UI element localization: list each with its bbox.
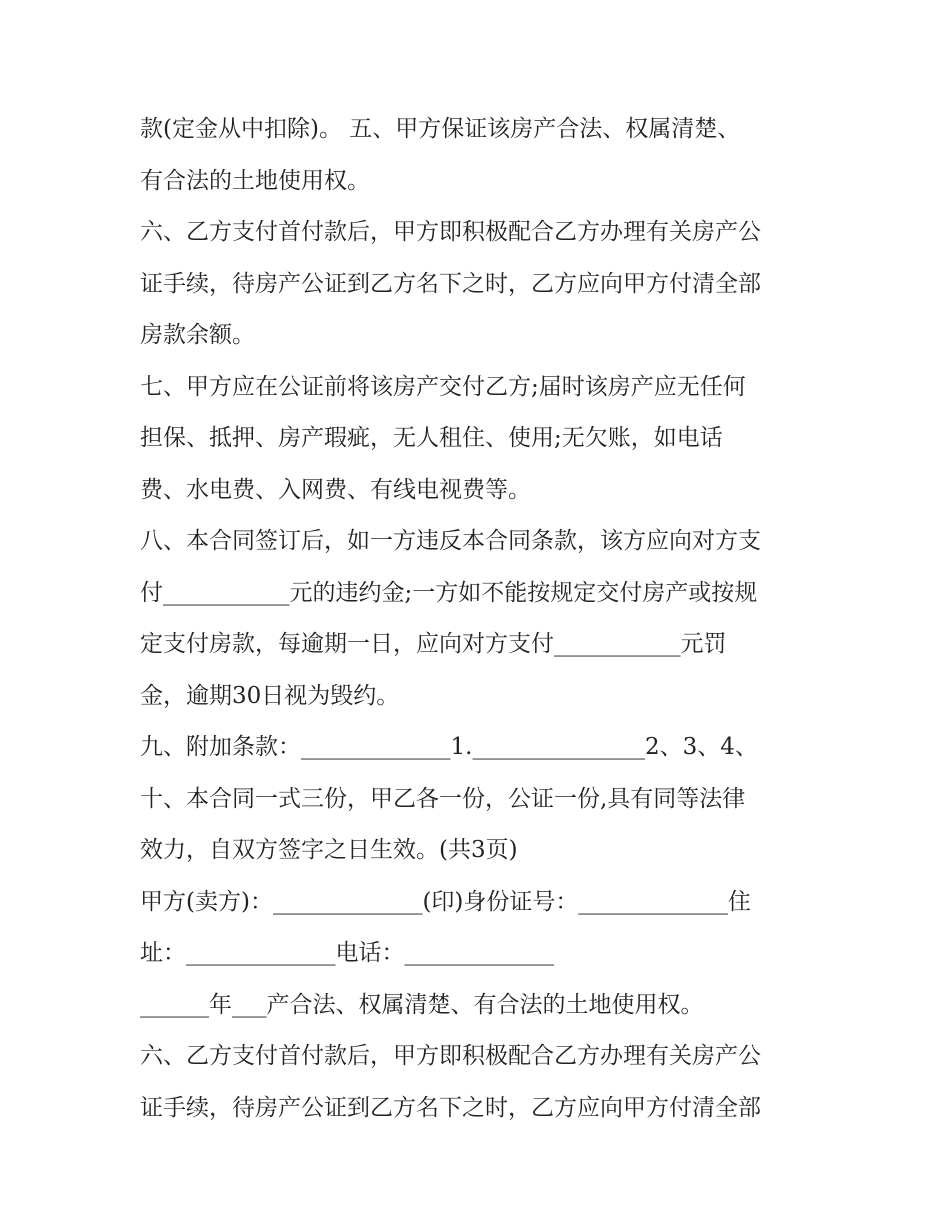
text-line: 付___________元的违约金;一方如不能按规定交付房产或按规 — [140, 579, 758, 606]
text-line: 款(定金从中扣除)。 五、甲方保证该房产合法、权属清楚、 — [140, 116, 741, 142]
text-line: 房款余额。 — [140, 322, 255, 348]
text-line: ______年___产合法、权属清楚、有合法的土地使用权。 — [140, 991, 704, 1018]
text-line: 担保、抵押、房产瑕疵，无人租住、使用;无欠账，如电话 — [140, 425, 723, 451]
text-line: 有合法的土地使用权。 — [140, 167, 370, 194]
text-line: 八、本合同签订后，如一方违反本合同条款，该方应向对方支 — [140, 528, 761, 554]
text-line: 六、乙方支付首付款后，甲方即积极配合乙方办理有关房产公 — [140, 219, 761, 245]
document-body — [140, 104, 820, 1134]
text-line: 九、附加条款：_____________1._______________2、3、4、 — [140, 734, 758, 760]
text-line: 六、乙方支付首付款后，甲方即积极配合乙方办理有关房产公 — [140, 1043, 761, 1069]
text-line: 证手续，待房产公证到乙方名下之时，乙方应向甲方付清全部 — [140, 1094, 761, 1121]
text-line: 址：_____________电话：_____________ — [140, 940, 554, 966]
text-line: 甲方(卖方)：_____________(印)身份证号：_____________住 — [140, 888, 751, 915]
text-line: 费、水电费、入网费、有线电视费等。 — [140, 476, 531, 503]
text-line: 七、甲方应在公证前将该房产交付乙方;届时该房产应无任何 — [140, 373, 746, 400]
text-line: 定支付房款，每逾期一日，应向对方支付___________元罚 — [140, 631, 727, 657]
text-line: 金，逾期30日视为毁约。 — [140, 682, 400, 709]
text-line: 效力，自双方签字之日生效。(共3页) — [140, 837, 518, 863]
text-line: 十、本合同一式三份，甲乙各一份，公证一份,具有同等法律 — [140, 785, 746, 812]
text-line: 证手续，待房产公证到乙方名下之时，乙方应向甲方付清全部 — [140, 270, 761, 297]
